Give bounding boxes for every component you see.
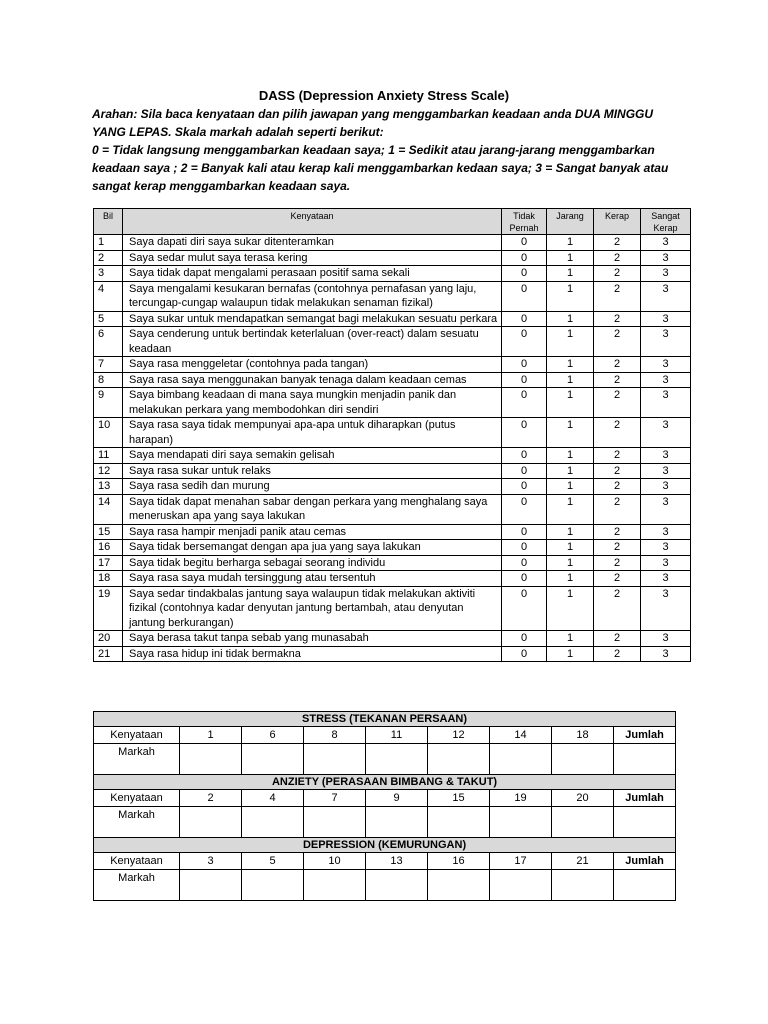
score-option-sangat-kerap[interactable]: 3: [641, 463, 691, 479]
item-number: 3: [180, 853, 242, 870]
row-statement: Saya tidak dapat menahan sabar dengan perkara yang menghalang saya meneruskan apa yang saya lakukan: [123, 494, 502, 524]
score-option-kerap[interactable]: 2: [594, 555, 641, 571]
scoring-table: [93, 711, 676, 901]
row-statement: Saya berasa takut tanpa sebab yang munasabah: [123, 631, 502, 647]
score-option-tidak-pernah[interactable]: 0: [502, 494, 547, 524]
score-option-sangat-kerap[interactable]: 3: [641, 418, 691, 448]
header-jarang: Jarang: [547, 209, 594, 235]
table-row: [94, 448, 691, 464]
jumlah-label: Jumlah: [614, 790, 676, 807]
score-option-jarang[interactable]: 1: [547, 631, 594, 647]
markah-row: [94, 807, 676, 838]
score-option-tidak-pernah[interactable]: 0: [502, 448, 547, 464]
table-row: [94, 235, 691, 251]
markah-label: Markah: [94, 807, 180, 838]
item-number: 7: [304, 790, 366, 807]
row-statement: Saya rasa sukar untuk relaks: [123, 463, 502, 479]
markah-label: Markah: [94, 870, 180, 901]
score-option-sangat-kerap[interactable]: 3: [641, 479, 691, 495]
table-row: [94, 555, 691, 571]
row-statement: Saya rasa hidup ini tidak bermakna: [123, 646, 502, 662]
table-row: [94, 327, 691, 357]
score-option-jarang[interactable]: 1: [547, 479, 594, 495]
row-number: 5: [94, 311, 123, 327]
markah-input-cell[interactable]: [304, 870, 366, 901]
score-option-jarang[interactable]: 1: [547, 281, 594, 311]
row-statement: Saya sukar untuk mendapatkan semangat bagi melakukan sesuatu perkara: [123, 311, 502, 327]
score-option-jarang[interactable]: 1: [547, 327, 594, 357]
score-option-sangat-kerap[interactable]: 3: [641, 357, 691, 373]
score-option-kerap[interactable]: 2: [594, 250, 641, 266]
row-number: 3: [94, 266, 123, 282]
score-option-kerap[interactable]: 2: [594, 524, 641, 540]
score-option-tidak-pernah[interactable]: 0: [502, 311, 547, 327]
score-option-jarang[interactable]: 1: [547, 555, 594, 571]
row-statement: Saya rasa saya mudah tersinggung atau tersentuh: [123, 571, 502, 587]
score-option-sangat-kerap[interactable]: 3: [641, 311, 691, 327]
row-statement: Saya dapati diri saya sukar ditenteramkan: [123, 235, 502, 251]
score-option-jarang[interactable]: 1: [547, 646, 594, 662]
score-option-tidak-pernah[interactable]: 0: [502, 388, 547, 418]
item-number: 21: [552, 853, 614, 870]
markah-input-cell[interactable]: [552, 870, 614, 901]
score-option-sangat-kerap[interactable]: 3: [641, 631, 691, 647]
row-number: 16: [94, 540, 123, 556]
jumlah-label: Jumlah: [614, 727, 676, 744]
table-row: [94, 266, 691, 282]
row-statement: Saya bimbang keadaan di mana saya mungkin menjadin panik dan melakukan perkara yang membodohkan diri sendiri: [123, 388, 502, 418]
jumlah-input-cell[interactable]: [614, 807, 676, 838]
item-number: 5: [242, 853, 304, 870]
row-statement: Saya tidak bersemangat dengan apa jua yang saya lakukan: [123, 540, 502, 556]
markah-input-cell[interactable]: [180, 807, 242, 838]
item-number: 17: [490, 853, 552, 870]
score-option-sangat-kerap[interactable]: 3: [641, 571, 691, 587]
score-option-sangat-kerap[interactable]: 3: [641, 266, 691, 282]
table-header-row: [94, 209, 691, 235]
item-number: 6: [242, 727, 304, 744]
score-option-jarang[interactable]: 1: [547, 235, 594, 251]
score-option-kerap[interactable]: 2: [594, 357, 641, 373]
section-heading: ANZIETY (PERASAAN BIMBANG & TAKUT): [94, 775, 676, 790]
row-statement: Saya tidak begitu berharga sebagai seorang individu: [123, 555, 502, 571]
item-number: 16: [428, 853, 490, 870]
score-option-tidak-pernah[interactable]: 0: [502, 266, 547, 282]
score-option-jarang[interactable]: 1: [547, 372, 594, 388]
score-option-jarang[interactable]: 1: [547, 448, 594, 464]
row-statement: Saya rasa saya tidak mempunyai apa-apa untuk diharapkan (putus harapan): [123, 418, 502, 448]
item-number: 2: [180, 790, 242, 807]
markah-input-cell[interactable]: [180, 870, 242, 901]
score-option-tidak-pernah[interactable]: 0: [502, 281, 547, 311]
instructions-line-1: Arahan: Sila baca kenyataan dan pilih jawapan yang menggambarkan keadaan anda DUA MINGGU YANG LEPAS. Skala markah adalah seperti berikut:: [92, 107, 654, 139]
item-number: 4: [242, 790, 304, 807]
score-option-sangat-kerap[interactable]: 3: [641, 646, 691, 662]
table-row: [94, 418, 691, 448]
markah-input-cell[interactable]: [552, 744, 614, 775]
row-statement: Saya mengalami kesukaran bernafas (contohnya pernafasan yang laju, tercungap-cungap walaupun tidak melakukan senaman fizikal): [123, 281, 502, 311]
score-option-tidak-pernah[interactable]: 0: [502, 524, 547, 540]
score-option-tidak-pernah[interactable]: 0: [502, 479, 547, 495]
score-option-jarang[interactable]: 1: [547, 418, 594, 448]
item-number: 8: [304, 727, 366, 744]
jumlah-input-cell[interactable]: [614, 744, 676, 775]
table-row: [94, 311, 691, 327]
kenyataan-row: [94, 790, 676, 807]
instructions-line-2: 0 = Tidak langsung menggambarkan keadaan saya; 1 = Sedikit atau jarang-jarang menggambarkan keadaan saya ; 2 = Banyak kali atau kerap kali menggambarkan kedaan saya; 3 = Sangat banyak atau sangat kerap menggambarkan keadaan saya.: [92, 143, 669, 193]
row-number: 6: [94, 327, 123, 357]
score-option-sangat-kerap[interactable]: 3: [641, 235, 691, 251]
table-row: [94, 524, 691, 540]
markah-input-cell[interactable]: [428, 870, 490, 901]
table-row: [94, 388, 691, 418]
table-row: [94, 494, 691, 524]
score-option-tidak-pernah[interactable]: 0: [502, 357, 547, 373]
markah-input-cell[interactable]: [490, 870, 552, 901]
markah-input-cell[interactable]: [242, 744, 304, 775]
row-number: 8: [94, 372, 123, 388]
score-option-kerap[interactable]: 2: [594, 646, 641, 662]
item-number: 12: [428, 727, 490, 744]
instructions: [92, 105, 682, 195]
score-option-kerap[interactable]: 2: [594, 281, 641, 311]
row-number: 15: [94, 524, 123, 540]
score-option-sangat-kerap[interactable]: 3: [641, 586, 691, 631]
row-number: 17: [94, 555, 123, 571]
score-option-tidak-pernah[interactable]: 0: [502, 540, 547, 556]
score-option-jarang[interactable]: 1: [547, 586, 594, 631]
row-number: 10: [94, 418, 123, 448]
kenyataan-row: [94, 727, 676, 744]
markah-input-cell[interactable]: [366, 807, 428, 838]
score-option-kerap[interactable]: 2: [594, 540, 641, 556]
score-option-tidak-pernah[interactable]: 0: [502, 235, 547, 251]
score-option-sangat-kerap[interactable]: 3: [641, 555, 691, 571]
score-option-kerap[interactable]: 2: [594, 448, 641, 464]
row-number: 12: [94, 463, 123, 479]
score-option-kerap[interactable]: 2: [594, 388, 641, 418]
kenyataan-label: Kenyataan: [94, 727, 180, 744]
score-option-jarang[interactable]: 1: [547, 357, 594, 373]
header-kerap: Kerap: [594, 209, 641, 235]
item-number: 18: [552, 727, 614, 744]
score-option-tidak-pernah[interactable]: 0: [502, 555, 547, 571]
table-row: [94, 586, 691, 631]
kenyataan-label: Kenyataan: [94, 853, 180, 870]
markah-row: [94, 744, 676, 775]
kenyataan-row: [94, 853, 676, 870]
score-option-tidak-pernah[interactable]: 0: [502, 646, 547, 662]
score-option-tidak-pernah[interactable]: 0: [502, 631, 547, 647]
markah-input-cell[interactable]: [366, 870, 428, 901]
markah-input-cell[interactable]: [552, 807, 614, 838]
markah-input-cell[interactable]: [490, 744, 552, 775]
row-statement: Saya sedar mulut saya terasa kering: [123, 250, 502, 266]
score-option-sangat-kerap[interactable]: 3: [641, 250, 691, 266]
markah-input-cell[interactable]: [366, 744, 428, 775]
score-option-jarang[interactable]: 1: [547, 463, 594, 479]
header-sangat-kerap: Sangat Kerap: [641, 209, 691, 235]
kenyataan-label: Kenyataan: [94, 790, 180, 807]
row-statement: Saya rasa saya menggunakan banyak tenaga dalam keadaan cemas: [123, 372, 502, 388]
table-row: [94, 463, 691, 479]
markah-row: [94, 870, 676, 901]
score-option-jarang[interactable]: 1: [547, 266, 594, 282]
row-number: 13: [94, 479, 123, 495]
score-option-tidak-pernah[interactable]: 0: [502, 586, 547, 631]
score-option-tidak-pernah[interactable]: 0: [502, 571, 547, 587]
markah-input-cell[interactable]: [242, 807, 304, 838]
row-number: 18: [94, 571, 123, 587]
item-number: 13: [366, 853, 428, 870]
score-option-kerap[interactable]: 2: [594, 235, 641, 251]
document-title: DASS (Depression Anxiety Stress Scale): [258, 88, 510, 103]
item-number: 19: [490, 790, 552, 807]
table-row: [94, 540, 691, 556]
row-statement: Saya rasa sedih dan murung: [123, 479, 502, 495]
score-option-kerap[interactable]: 2: [594, 372, 641, 388]
score-option-jarang[interactable]: 1: [547, 494, 594, 524]
row-number: 4: [94, 281, 123, 311]
header-bil: Bil: [94, 209, 123, 235]
score-option-kerap[interactable]: 2: [594, 631, 641, 647]
score-option-sangat-kerap[interactable]: 3: [641, 388, 691, 418]
row-number: 7: [94, 357, 123, 373]
dass-questionnaire-table: [93, 208, 691, 662]
markah-input-cell[interactable]: [304, 807, 366, 838]
table-row: [94, 281, 691, 311]
score-option-kerap[interactable]: 2: [594, 494, 641, 524]
markah-input-cell[interactable]: [180, 744, 242, 775]
item-number: 10: [304, 853, 366, 870]
score-option-tidak-pernah[interactable]: 0: [502, 372, 547, 388]
markah-input-cell[interactable]: [304, 744, 366, 775]
markah-input-cell[interactable]: [428, 744, 490, 775]
score-option-tidak-pernah[interactable]: 0: [502, 463, 547, 479]
score-option-jarang[interactable]: 1: [547, 388, 594, 418]
section-heading: DEPRESSION (KEMURUNGAN): [94, 838, 676, 853]
row-number: 2: [94, 250, 123, 266]
score-option-kerap[interactable]: 2: [594, 479, 641, 495]
score-option-kerap[interactable]: 2: [594, 463, 641, 479]
table-row: [94, 372, 691, 388]
score-option-kerap[interactable]: 2: [594, 586, 641, 631]
table-row: [94, 479, 691, 495]
score-option-sangat-kerap[interactable]: 3: [641, 524, 691, 540]
item-number: 15: [428, 790, 490, 807]
markah-input-cell[interactable]: [242, 870, 304, 901]
item-number: 20: [552, 790, 614, 807]
score-option-kerap[interactable]: 2: [594, 418, 641, 448]
row-number: 21: [94, 646, 123, 662]
score-option-sangat-kerap[interactable]: 3: [641, 448, 691, 464]
row-number: 11: [94, 448, 123, 464]
table-row: [94, 631, 691, 647]
row-number: 20: [94, 631, 123, 647]
row-statement: Saya tidak dapat mengalami perasaan positif sama sekali: [123, 266, 502, 282]
score-option-sangat-kerap[interactable]: 3: [641, 372, 691, 388]
row-number: 9: [94, 388, 123, 418]
row-statement: Saya rasa menggeletar (contohnya pada tangan): [123, 357, 502, 373]
section-heading: STRESS (TEKANAN PERSAAN): [94, 712, 676, 727]
score-option-sangat-kerap[interactable]: 3: [641, 494, 691, 524]
score-option-jarang[interactable]: 1: [547, 250, 594, 266]
item-number: 11: [366, 727, 428, 744]
jumlah-label: Jumlah: [614, 853, 676, 870]
score-option-jarang[interactable]: 1: [547, 311, 594, 327]
table-row: [94, 250, 691, 266]
table-row: [94, 646, 691, 662]
markah-input-cell[interactable]: [490, 807, 552, 838]
row-statement: Saya mendapati diri saya semakin gelisah: [123, 448, 502, 464]
score-option-tidak-pernah[interactable]: 0: [502, 250, 547, 266]
score-option-sangat-kerap[interactable]: 3: [641, 540, 691, 556]
header-tidak-pernah: Tidak Pernah: [502, 209, 547, 235]
row-number: 14: [94, 494, 123, 524]
score-option-kerap[interactable]: 2: [594, 311, 641, 327]
jumlah-input-cell[interactable]: [614, 870, 676, 901]
header-kenyataan: Kenyataan: [123, 209, 502, 235]
row-statement: Saya sedar tindakbalas jantung saya walaupun tidak melakukan aktiviti fizikal (contohnya kadar denyutan jantung bertambah, atau denyutan jantung berkurangan): [123, 586, 502, 631]
item-number: 1: [180, 727, 242, 744]
score-option-jarang[interactable]: 1: [547, 571, 594, 587]
row-number: 1: [94, 235, 123, 251]
row-number: 19: [94, 586, 123, 631]
score-option-jarang[interactable]: 1: [547, 540, 594, 556]
score-option-tidak-pernah[interactable]: 0: [502, 418, 547, 448]
score-option-jarang[interactable]: 1: [547, 524, 594, 540]
score-option-tidak-pernah[interactable]: 0: [502, 327, 547, 357]
markah-input-cell[interactable]: [428, 807, 490, 838]
score-option-sangat-kerap[interactable]: 3: [641, 327, 691, 357]
item-number: 14: [490, 727, 552, 744]
markah-label: Markah: [94, 744, 180, 775]
score-option-sangat-kerap[interactable]: 3: [641, 281, 691, 311]
table-row: [94, 357, 691, 373]
score-option-kerap[interactable]: 2: [594, 266, 641, 282]
row-statement: Saya rasa hampir menjadi panik atau cemas: [123, 524, 502, 540]
table-row: [94, 571, 691, 587]
row-statement: Saya cenderung untuk bertindak keterlaluan (over-react) dalam sesuatu keadaan: [123, 327, 502, 357]
score-option-kerap[interactable]: 2: [594, 327, 641, 357]
score-option-kerap[interactable]: 2: [594, 571, 641, 587]
item-number: 9: [366, 790, 428, 807]
